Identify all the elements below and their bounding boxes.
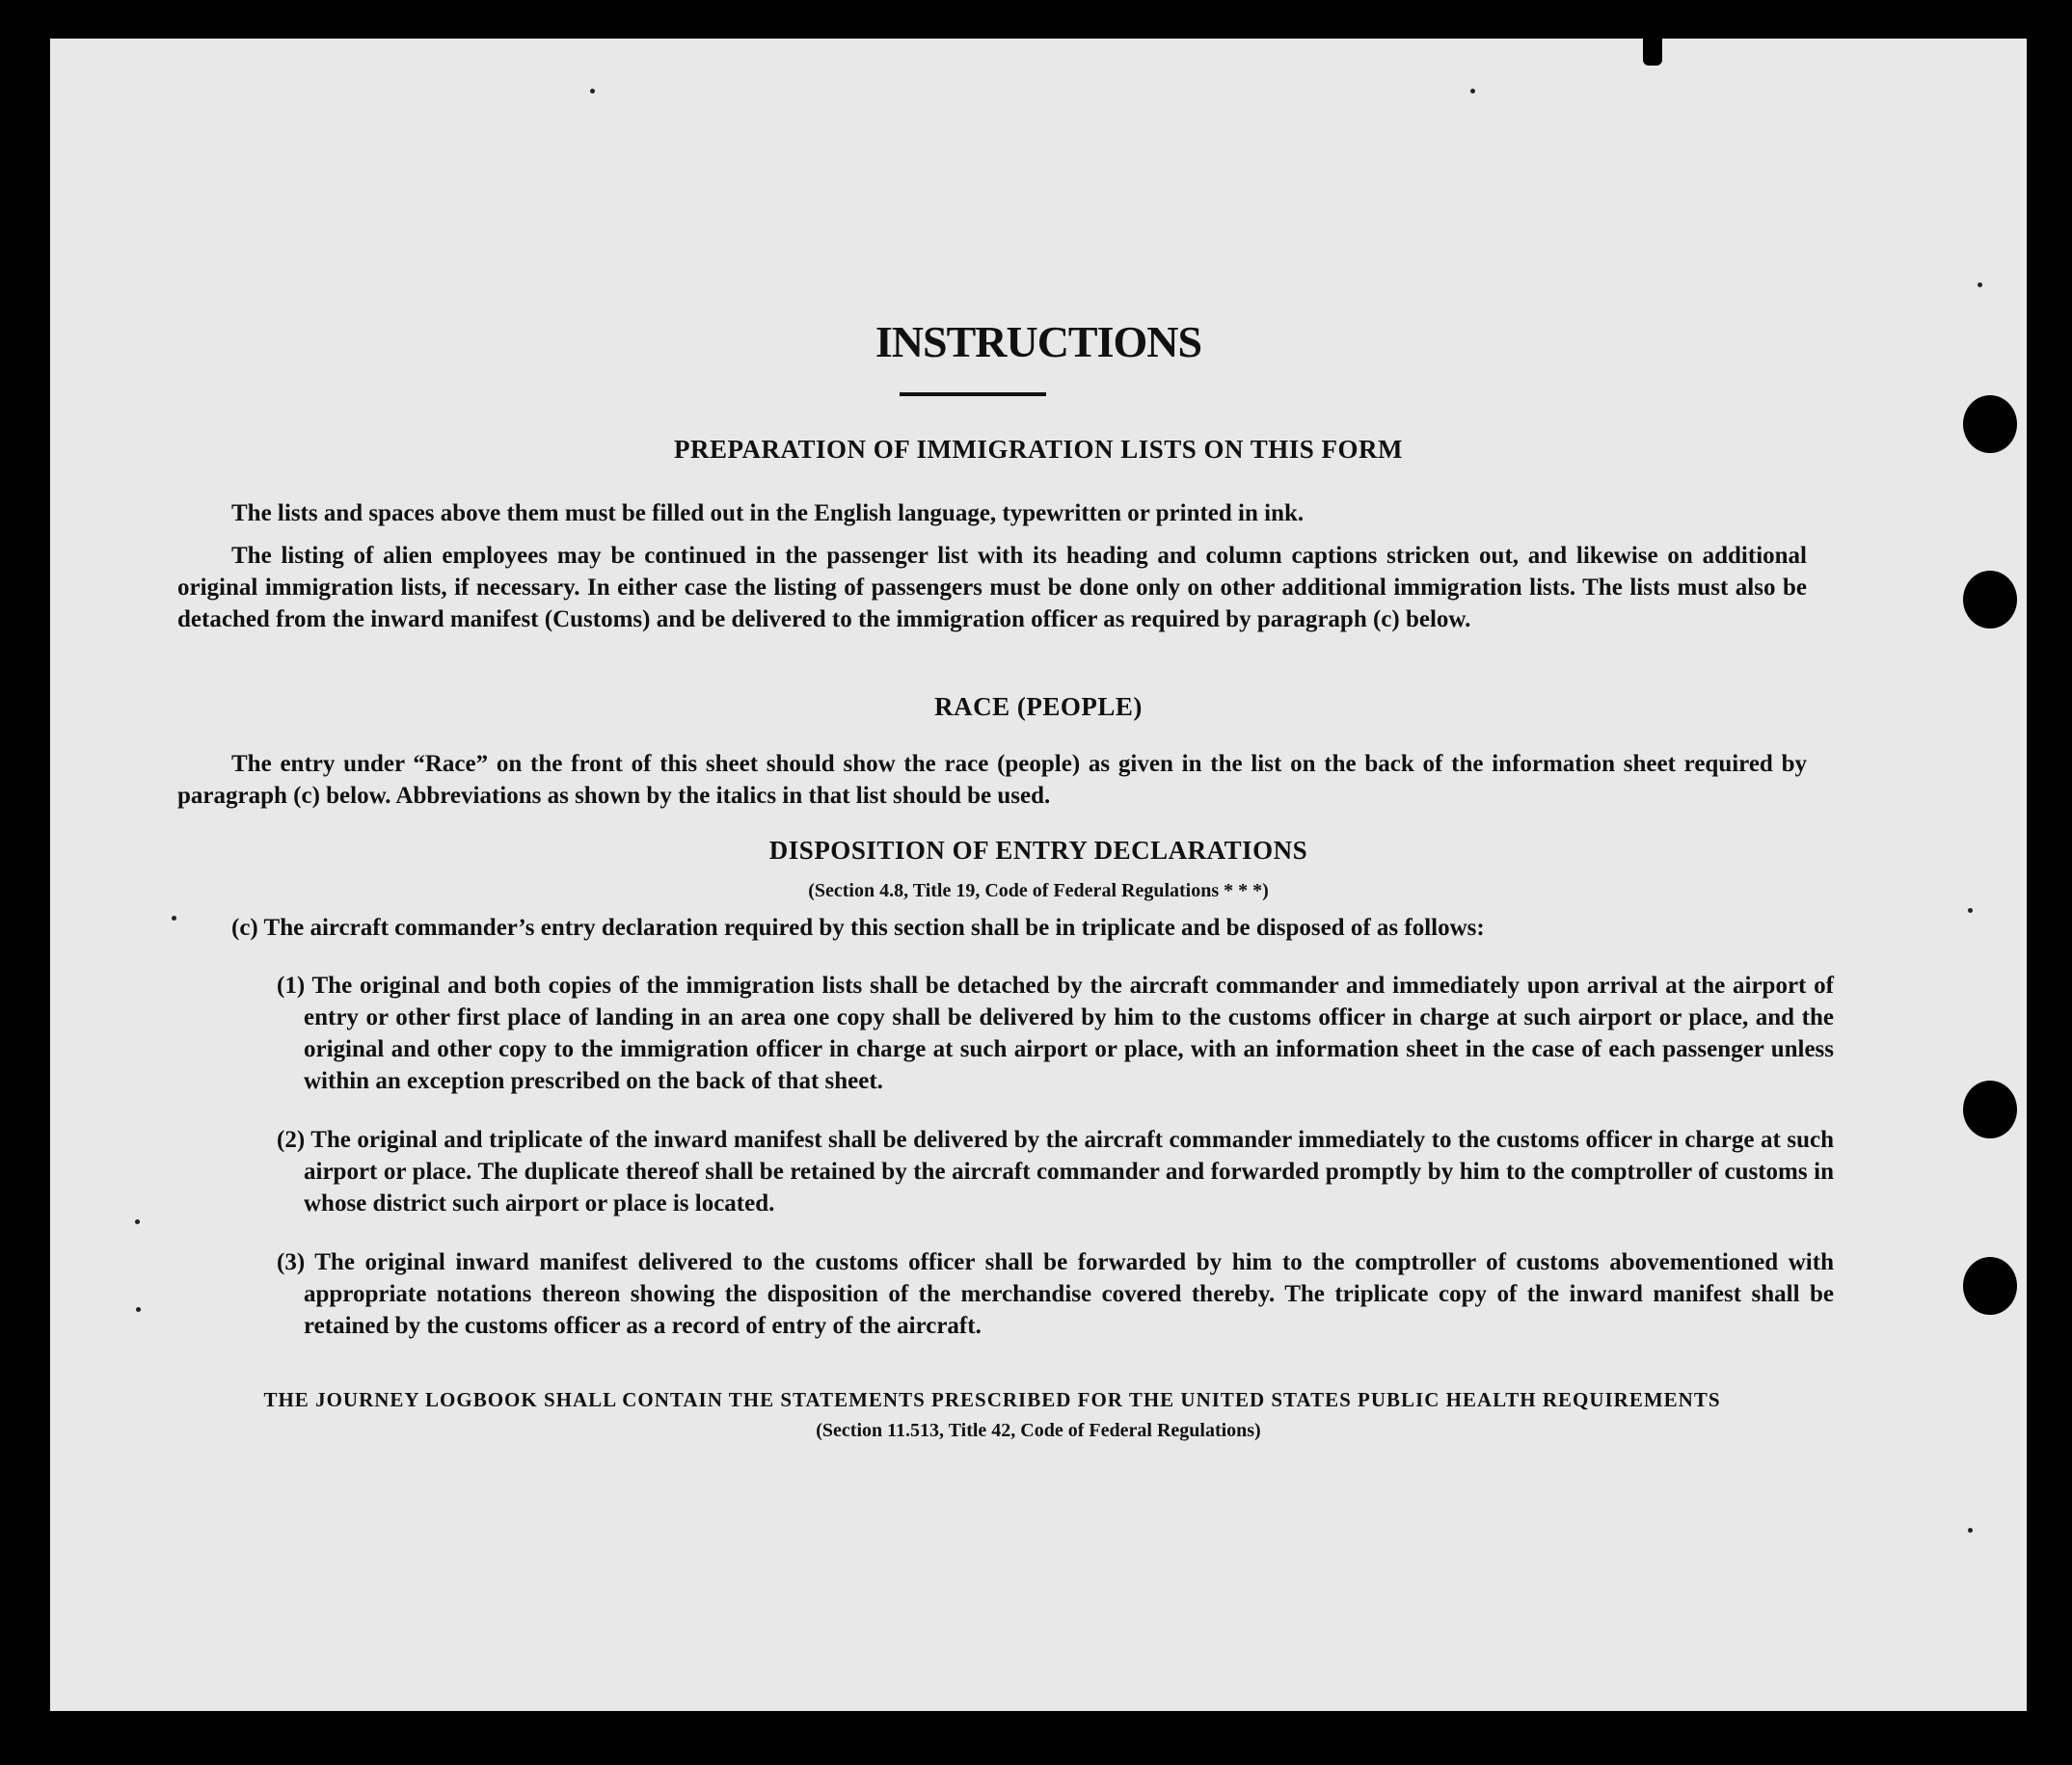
speck (1968, 1528, 1973, 1533)
speck (590, 89, 595, 94)
speck (136, 1307, 141, 1312)
disposition-citation: (Section 4.8, Title 19, Code of Federal Regulations * * *) (808, 880, 1269, 901)
footer-requirement: THE JOURNEY LOGBOOK SHALL CONTAIN THE STATEMENTS PRESCRIBED FOR THE UNITED STATES PUBLIC HEALTH REQUIREMENTS (263, 1388, 1721, 1411)
disposition-item-1: (1) The original and both copies of the immigration lists shall be detached by the aircraft commander and immediately upon arrival at the airport of entry or other first place of landing in an area one copy shall be delivered by him to the customs officer in charge at such airport or place, and the original and other copy to the immigration officer in charge at such airport or place, with an information sheet in the case of each passenger unless within an exception prescribed on the back of that sheet. (277, 973, 1834, 1094)
punch-hole (1963, 1081, 2017, 1138)
speck (172, 916, 176, 921)
page-title: INSTRUCTIONS (875, 317, 1202, 366)
preparation-paragraph-1: The lists and spaces above them must be filled out in the English language, typewritten or printed in ink. (231, 500, 1305, 526)
speck (1978, 282, 1982, 287)
punch-hole (1963, 571, 2017, 628)
disposition-intro: (c) The aircraft commander’s entry declaration required by this section shall be in triplicate and be disposed of as follows: (231, 915, 1485, 941)
preparation-heading: PREPARATION OF IMMIGRATION LISTS ON THIS FORM (673, 435, 1404, 464)
page-notch (1643, 39, 1662, 66)
document-page (50, 39, 2027, 1711)
speck (135, 1219, 140, 1224)
race-paragraph: The entry under “Race” on the front of this sheet should show the race (people) as given in the list on the back of the information sheet required by paragraph (c) below. Abbreviations as shown by the italics in that list should be used. (177, 751, 1807, 809)
disposition-heading: DISPOSITION OF ENTRY DECLARATIONS (768, 836, 1308, 865)
preparation-paragraph-2: The listing of alien employees may be continued in the passenger list with its heading and column captions stricken out, and likewise on additional original immigration lists, if necessary. In either case the listing of passengers must be done only on other additional immigration lists. The lists must also be detached from the inward manifest (Customs) and be delivered to the immigration officer as required by paragraph (c) below. (177, 543, 1807, 632)
race-heading: RACE (PEOPLE) (934, 692, 1143, 721)
title-underline (900, 392, 1046, 396)
speck (1470, 89, 1475, 94)
footer-citation: (Section 11.513, Title 42, Code of Federal Regulations) (816, 1420, 1261, 1441)
speck (1968, 908, 1973, 913)
disposition-item-2: (2) The original and triplicate of the inward manifest shall be delivered by the aircraft commander immediately to the customs officer in charge at such airport or place. The duplicate thereof shall be retained by the aircraft commander and forwarded promptly by him to the comptroller of customs in whose district such airport or place is located. (277, 1127, 1834, 1217)
disposition-item-3: (3) The original inward manifest delivered to the customs officer shall be forwarded by him to the comptroller of customs abovementioned with appropriate notations thereon showing the disposition of the merchandise covered thereby. The triplicate copy of the inward manifest shall be retained by the customs officer as a record of entry of the aircraft. (277, 1249, 1834, 1339)
punch-hole (1963, 1257, 2017, 1315)
